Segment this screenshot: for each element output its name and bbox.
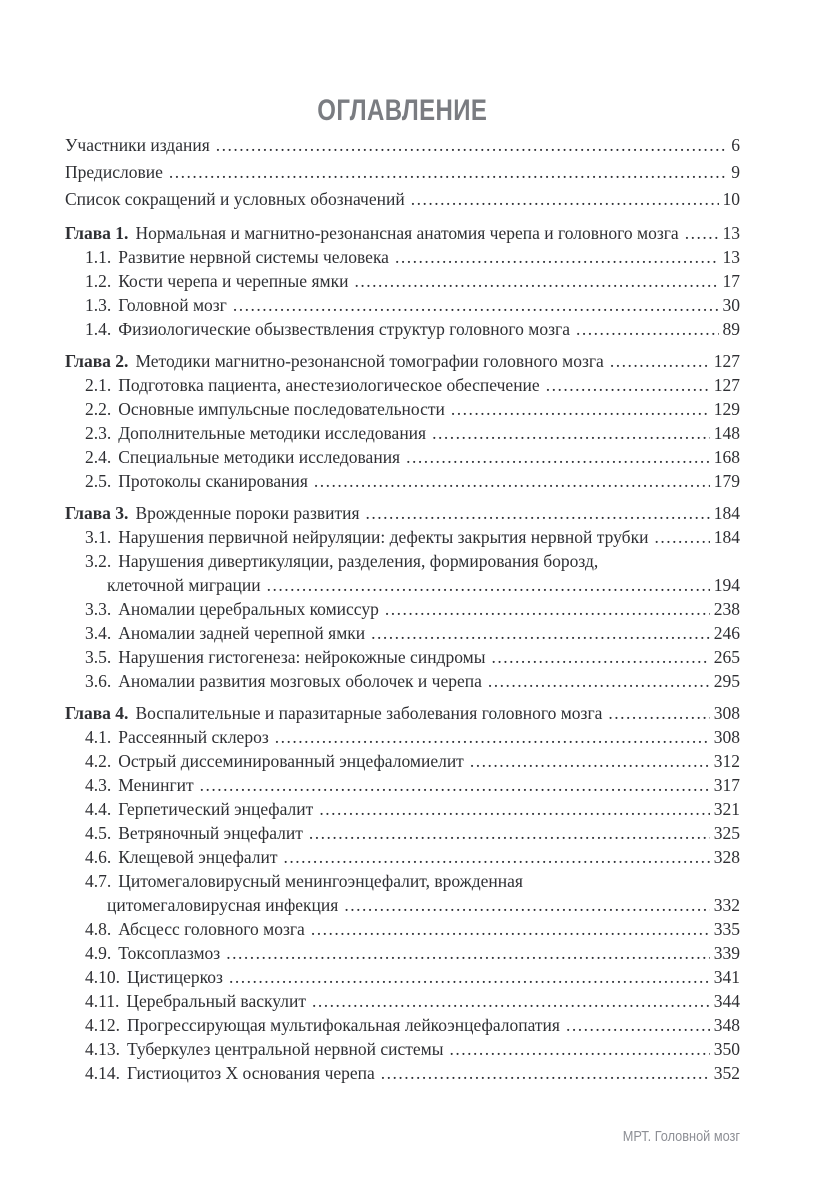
dot-leader <box>267 573 710 597</box>
dot-leader <box>546 373 710 397</box>
dot-leader <box>566 1013 710 1037</box>
dot-leader <box>450 1037 710 1061</box>
entry-number: 3.2. <box>85 551 112 571</box>
toc-entry <box>65 245 740 269</box>
entry-label: Предисловие <box>65 162 163 182</box>
toc-entry <box>65 821 740 845</box>
entry-number: 3.1. <box>85 527 112 547</box>
toc-entry <box>65 773 740 797</box>
entry-label: Ветряночный энцефалит <box>118 823 303 843</box>
chapter-number: Глава 1. <box>65 223 129 243</box>
entry-label: Участники издания <box>65 135 210 155</box>
toc-entry <box>65 597 740 621</box>
toc-entry <box>65 445 740 469</box>
chapter-title: Воспалительные и паразитарные заболевания головного мозга <box>135 703 603 723</box>
toc-entry <box>65 317 740 341</box>
entry-page: 325 <box>713 823 740 843</box>
entry-label: цитомегаловирусная инфекция <box>107 895 339 915</box>
chapter-1 <box>65 221 740 341</box>
dot-leader <box>395 245 719 269</box>
entry-page: 350 <box>713 1039 740 1059</box>
entry-label: Гистиоцитоз X основания черепа <box>127 1063 375 1083</box>
toc-entry <box>65 549 740 573</box>
entry-number: 2.2. <box>85 399 112 419</box>
toc-entry <box>65 669 740 693</box>
entry-label: Менингит <box>118 775 194 795</box>
entry-page: 344 <box>713 991 740 1011</box>
toc-entry <box>65 917 740 941</box>
entry-page: 348 <box>713 1015 740 1035</box>
toc-content <box>65 0 740 1085</box>
entry-number: 3.5. <box>85 647 112 667</box>
dot-leader <box>229 965 710 989</box>
toc-entry <box>65 869 740 893</box>
toc-entry <box>65 941 740 965</box>
entry-number: 1.4. <box>85 319 112 339</box>
toc-entry <box>65 1061 740 1085</box>
toc-entry <box>65 293 740 317</box>
entry-label: Клещевой энцефалит <box>118 847 278 867</box>
entry-number: 4.14. <box>85 1063 120 1083</box>
entry-page: 317 <box>713 775 740 795</box>
toc-entry <box>65 621 740 645</box>
entry-page: 127 <box>713 375 740 395</box>
entry-number: 4.2. <box>85 751 112 771</box>
entry-page: 335 <box>713 919 740 939</box>
dot-leader <box>608 701 709 725</box>
entry-label: Основные импульсные последовательности <box>118 399 445 419</box>
entry-page: 339 <box>713 943 740 963</box>
entry-page: 30 <box>722 295 740 315</box>
entry-page: 13 <box>722 247 740 267</box>
toc-entry <box>65 1013 740 1037</box>
dot-leader <box>169 159 727 186</box>
entry-label: Развитие нервной системы человека <box>118 247 389 267</box>
entry-number: 3.3. <box>85 599 112 619</box>
dot-leader <box>284 845 710 869</box>
dot-leader <box>319 797 709 821</box>
dot-leader <box>576 317 719 341</box>
entry-label: клеточной миграции <box>107 575 261 595</box>
entry-label: Аномалии церебральных комиссур <box>118 599 379 619</box>
entry-label: Протоколы сканирования <box>118 471 308 491</box>
chapter-4 <box>65 701 740 1085</box>
page-title: ОГЛАВЛЕНИЕ <box>317 94 488 127</box>
chapter-number: Глава 3. <box>65 503 129 523</box>
dot-leader <box>344 893 709 917</box>
entry-number: 4.11. <box>85 991 120 1011</box>
entry-page: 127 <box>713 351 740 371</box>
entry-number: 3.6. <box>85 671 112 691</box>
entry-number: 4.4. <box>85 799 112 819</box>
dot-leader <box>309 821 710 845</box>
entry-page: 17 <box>722 271 740 291</box>
toc-entry <box>65 525 740 549</box>
entry-number: 4.6. <box>85 847 112 867</box>
running-footer: МРТ. Головной мозг <box>622 1128 740 1145</box>
chapter-2 <box>65 349 740 493</box>
dot-leader <box>371 621 710 645</box>
entry-number: 1.1. <box>85 247 112 267</box>
entry-label: Физиологические обызвествления структур головного мозга <box>118 319 570 339</box>
chapter-number: Глава 4. <box>65 703 129 723</box>
entry-label: Аномалии развития мозговых оболочек и черепа <box>118 671 482 691</box>
chapter-heading <box>65 501 740 525</box>
entry-page: 194 <box>713 575 740 595</box>
dot-leader <box>385 597 710 621</box>
entry-number: 3.4. <box>85 623 112 643</box>
dot-leader <box>226 941 710 965</box>
toc-entry <box>65 132 740 159</box>
entry-page: 129 <box>713 399 740 419</box>
entry-number: 4.8. <box>85 919 112 939</box>
entry-label: Токсоплазмоз <box>118 943 221 963</box>
toc-entry <box>65 269 740 293</box>
entry-label: Дополнительные методики исследования <box>118 423 427 443</box>
entry-page: 328 <box>713 847 740 867</box>
entry-page: 308 <box>713 727 740 747</box>
toc-entry <box>65 725 740 749</box>
entry-number: 4.9. <box>85 943 112 963</box>
toc-entry <box>65 186 740 213</box>
entry-label: Рассеянный склероз <box>118 727 269 747</box>
front-matter <box>65 132 740 213</box>
toc-entry <box>65 1037 740 1061</box>
entry-label: Церебральный васкулит <box>126 991 306 1011</box>
entry-label: Туберкулез центральной нервной системы <box>127 1039 444 1059</box>
chapter-number: Глава 2. <box>65 351 129 371</box>
dot-leader <box>354 269 718 293</box>
dot-leader <box>312 989 710 1013</box>
entry-label: Аномалии задней черепной ямки <box>118 623 366 643</box>
toc-entry-continuation <box>65 573 740 597</box>
dot-leader <box>366 501 710 525</box>
chapter-title: Методики магнитно-резонансной томографии головного мозга <box>135 351 604 371</box>
dot-leader <box>654 525 709 549</box>
entry-number: 4.5. <box>85 823 112 843</box>
entry-label: Острый диссеминированный энцефаломиелит <box>118 751 464 771</box>
toc-entry <box>65 373 740 397</box>
entry-label: Список сокращений и условных обозначений <box>65 189 405 209</box>
dot-leader <box>488 669 710 693</box>
toc-entry <box>65 159 740 186</box>
entry-label: Герпетический энцефалит <box>118 799 314 819</box>
entry-page: 168 <box>713 447 740 467</box>
entry-label: Кости черепа и черепные ямки <box>118 271 349 291</box>
entry-number: 1.3. <box>85 295 112 315</box>
toc-entry-continuation <box>65 893 740 917</box>
entry-page: 265 <box>713 647 740 667</box>
entry-page: 308 <box>713 703 740 723</box>
toc-entry <box>65 797 740 821</box>
dot-leader <box>451 397 710 421</box>
entry-page: 179 <box>713 471 740 491</box>
dot-leader <box>685 221 719 245</box>
entry-page: 341 <box>713 967 740 987</box>
entry-label: Нарушения гистогенеза: нейрокожные синдромы <box>118 647 486 667</box>
entry-number: 2.5. <box>85 471 112 491</box>
entry-label: Специальные методики исследования <box>118 447 401 467</box>
toc-entry <box>65 421 740 445</box>
entry-page: 246 <box>713 623 740 643</box>
entry-number: 2.4. <box>85 447 112 467</box>
dot-leader <box>610 349 710 373</box>
toc-entry <box>65 749 740 773</box>
toc-entry <box>65 469 740 493</box>
chapter-title: Врожденные пороки развития <box>135 503 360 523</box>
toc-entry <box>65 397 740 421</box>
dot-leader <box>216 132 727 159</box>
entry-page: 9 <box>731 162 740 182</box>
entry-label: Головной мозг <box>118 295 227 315</box>
entry-page: 332 <box>713 895 740 915</box>
entry-page: 184 <box>713 503 740 523</box>
entry-number: 2.1. <box>85 375 112 395</box>
entry-number: 4.1. <box>85 727 112 747</box>
entry-page: 321 <box>713 799 740 819</box>
entry-page: 89 <box>722 319 740 339</box>
chapter-heading <box>65 701 740 725</box>
entry-number: 2.3. <box>85 423 112 443</box>
entry-number: 4.10. <box>85 967 120 987</box>
entry-label: Нарушения дивертикуляции, разделения, формирования борозд, <box>118 551 599 571</box>
entry-page: 238 <box>713 599 740 619</box>
entry-page: 352 <box>713 1063 740 1083</box>
entry-number: 4.13. <box>85 1039 120 1059</box>
dot-leader <box>311 917 710 941</box>
page-title-wrap <box>65 94 740 128</box>
toc-entry <box>65 989 740 1013</box>
entry-number: 1.2. <box>85 271 112 291</box>
entry-number: 4.7. <box>85 871 112 891</box>
dot-leader <box>406 445 710 469</box>
chapter-title: Нормальная и магнитно-резонансная анатомия черепа и головного мозга <box>135 223 679 243</box>
chapter-3 <box>65 501 740 693</box>
dot-leader <box>314 469 710 493</box>
dot-leader <box>381 1061 710 1085</box>
entry-number: 4.12. <box>85 1015 120 1035</box>
entry-page: 10 <box>722 189 740 209</box>
dot-leader <box>275 725 710 749</box>
chapter-heading <box>65 349 740 373</box>
entry-page: 184 <box>713 527 740 547</box>
dot-leader <box>411 186 719 213</box>
dot-leader <box>200 773 710 797</box>
entry-label: Абсцесс головного мозга <box>118 919 305 939</box>
toc-entry <box>65 645 740 669</box>
toc-entry <box>65 845 740 869</box>
dot-leader <box>491 645 709 669</box>
toc-entry <box>65 965 740 989</box>
dot-leader <box>470 749 710 773</box>
entry-label: Прогрессирующая мультифокальная лейкоэнцефалопатия <box>127 1015 560 1035</box>
entry-label: Нарушения первичной нейруляции: дефекты закрытия нервной трубки <box>118 527 649 547</box>
entry-page: 312 <box>713 751 740 771</box>
entry-label: Цистицеркоз <box>127 967 223 987</box>
entry-page: 295 <box>713 671 740 691</box>
entry-page: 6 <box>731 135 740 155</box>
entry-label: Цитомегаловирусный менингоэнцефалит, врожденная <box>118 871 523 891</box>
chapter-heading <box>65 221 740 245</box>
entry-page: 148 <box>713 423 740 443</box>
dot-leader <box>233 293 719 317</box>
entry-label: Подготовка пациента, анестезиологическое обеспечение <box>118 375 540 395</box>
table-of-contents <box>65 132 740 1085</box>
entry-number: 4.3. <box>85 775 112 795</box>
dot-leader <box>432 421 710 445</box>
entry-page: 13 <box>722 223 740 243</box>
